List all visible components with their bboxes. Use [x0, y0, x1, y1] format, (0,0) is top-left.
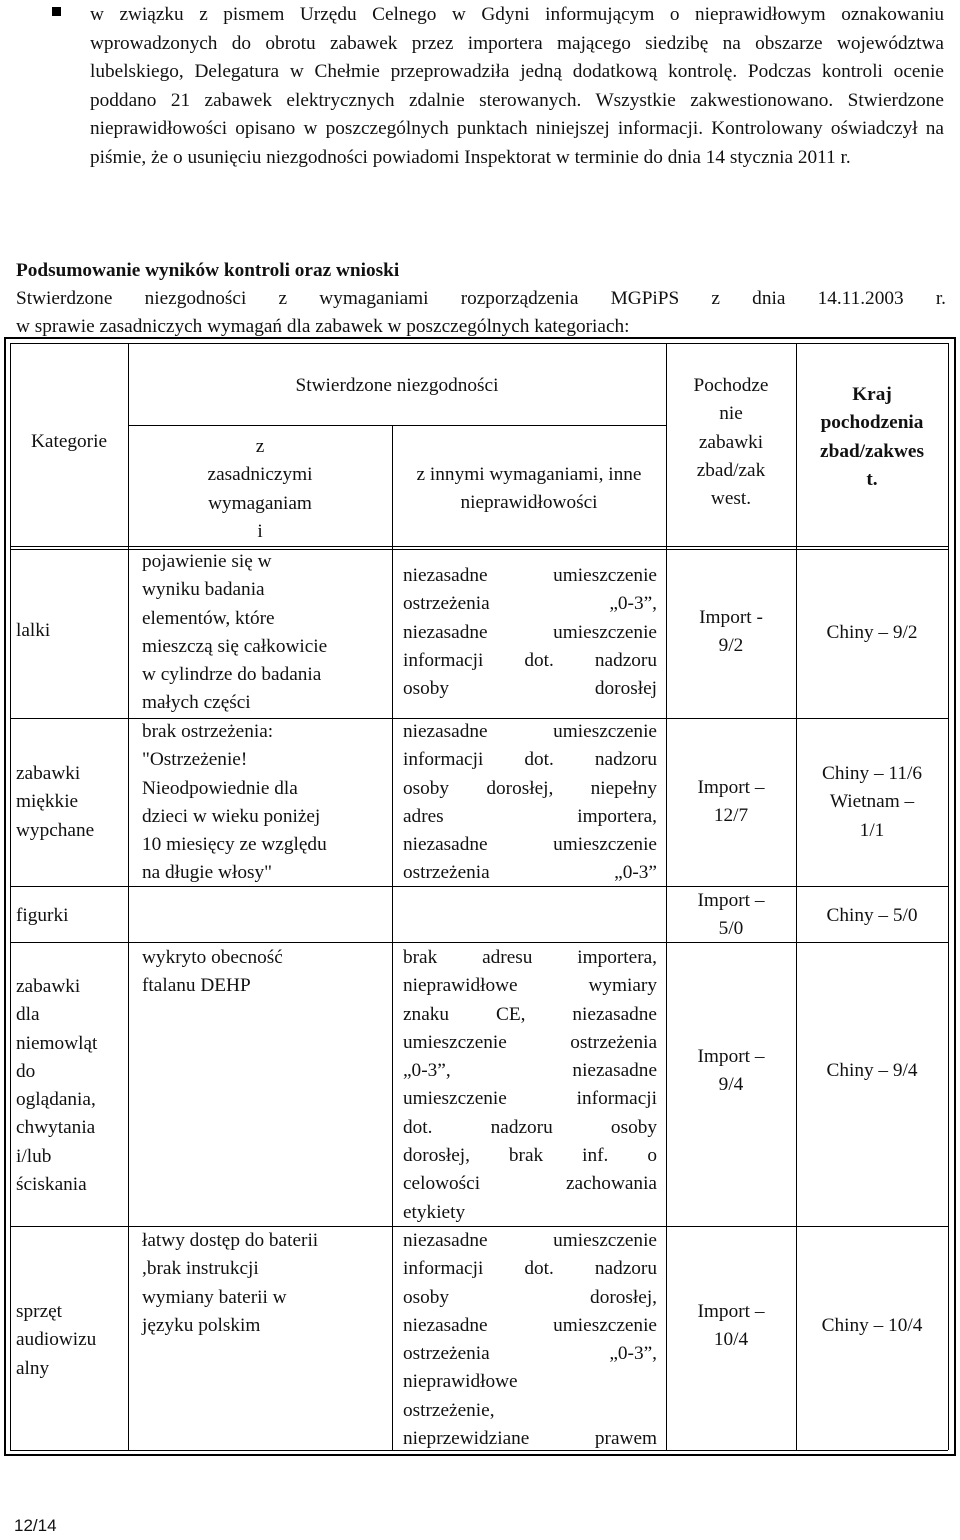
category-cell-line: ściskania: [16, 1174, 87, 1196]
category-cell-line: alny: [16, 1357, 50, 1379]
origin-cell-line: Import –: [697, 777, 765, 798]
header-country-line: Kraj: [852, 384, 892, 405]
other-cell-line: znaku CE, niezasadne: [403, 1003, 657, 1025]
essential-cell-line: pojawienie się w: [142, 551, 272, 572]
other-cell-line: etykiety: [403, 1201, 466, 1223]
origin-cell-line: Import –: [697, 1301, 765, 1322]
essential-cell-line: łatwy dostęp do baterii: [142, 1230, 319, 1251]
category-cell: [16, 902, 124, 930]
other-cell-line: nieprawidłowe wymiary: [403, 975, 657, 997]
other-cell-line: niezasadne umieszczenie: [403, 1230, 657, 1251]
essential-cell-line: wymiany baterii w: [142, 1286, 287, 1308]
origin-cell: [666, 604, 796, 661]
other-cell-line: informacji dot. nadzoru: [403, 649, 657, 671]
summary-heading: Podsumowanie wyników kontroli oraz wnioski: [16, 260, 400, 281]
category-cell-line: niemowląt: [16, 1032, 98, 1054]
page-number: 12/14: [14, 1516, 57, 1535]
category-cell-line: figurki: [16, 905, 69, 926]
essential-cell-line: języku polskim: [142, 1314, 261, 1336]
essential-cell-line: 10 miesięcy ze względu: [142, 834, 327, 856]
other-cell-line: celowości zachowania: [403, 1173, 657, 1195]
other-cell-line: umieszczenie ostrzeżenia: [403, 1031, 657, 1053]
other-cell-line: osoby dorosłej,: [403, 1286, 657, 1308]
intro-list-item: [52, 1, 944, 173]
other-cell-line: ostrzeżenia „0-3”: [403, 862, 657, 884]
other-cell-line: osoby dorosłej, niepełny: [403, 777, 657, 799]
table-border-left: [4, 337, 6, 1456]
category-cell-line: lalki: [16, 620, 51, 641]
other-cell-line: dot. nadzoru osoby: [403, 1116, 657, 1138]
header-essential-line: wymaganiam: [208, 492, 312, 514]
essential-cell-line: brak ostrzeżenia:: [142, 721, 274, 742]
category-cell-line: dla: [16, 1004, 40, 1026]
essential-cell: [142, 944, 388, 1001]
country-cell: [796, 902, 948, 930]
table-border-top: [4, 337, 956, 339]
other-cell-line: umieszczenie informacji: [403, 1088, 657, 1110]
other-cell: [403, 1227, 657, 1453]
origin-cell-line: 9/4: [718, 1074, 744, 1096]
origin-cell-line: 9/2: [718, 635, 744, 657]
header-essential-line: i: [257, 520, 263, 542]
category-cell-line: i/lub: [16, 1145, 52, 1167]
origin-cell-line: Import -: [699, 607, 763, 628]
category-cell-line: audiowizu: [16, 1329, 97, 1351]
other-cell-line: ostrzeżenia „0-3”,: [403, 593, 657, 615]
table-border-right: [954, 337, 956, 1456]
category-cell: [16, 617, 124, 645]
header-origin: [666, 372, 796, 513]
essential-cell: [142, 1227, 388, 1340]
other-cell: [403, 944, 657, 1227]
country-cell: [796, 760, 948, 845]
square-bullet-icon: [52, 7, 61, 16]
category-cell-line: do: [16, 1060, 36, 1082]
other-cell-line: ostrzeżenia „0-3”,: [403, 1343, 657, 1365]
other-cell-line: osoby dorosłej: [403, 678, 657, 700]
header-nonconformities: Stwierdzone niezgodności: [295, 375, 499, 396]
category-cell: [16, 760, 124, 845]
header-origin-line: Pochodze: [693, 375, 769, 396]
origin-cell: [666, 774, 796, 831]
essential-cell-line: elementów, które: [142, 607, 275, 629]
essential-cell-line: ftalanu DEHP: [142, 975, 251, 997]
origin-cell-line: Import –: [697, 890, 765, 911]
country-cell-line: Chiny – 10/4: [821, 1315, 923, 1336]
other-cell-line: informacji dot. nadzoru: [403, 1258, 657, 1280]
header-category: Kategorie: [30, 431, 107, 452]
essential-cell-line: mieszczą się całkowicie: [142, 635, 328, 657]
category-cell-line: oglądania,: [16, 1089, 96, 1111]
other-cell-line: niezasadne umieszczenie: [403, 565, 657, 586]
table-border-bottom: [4, 1454, 956, 1456]
origin-cell-line: 5/0: [718, 918, 744, 940]
essential-cell-line: w cylindrze do badania: [142, 664, 322, 686]
header-origin-line: zabawki: [698, 431, 764, 453]
other-cell-line: ostrzeżenie,: [403, 1399, 495, 1421]
essential-cell-line: ,brak instrukcji: [142, 1258, 259, 1280]
header-essential-line: z: [255, 436, 265, 457]
category-cell: [16, 973, 124, 1199]
other-cell-line: niezasadne umieszczenie: [403, 721, 657, 742]
essential-cell-line: na długie włosy": [142, 862, 272, 884]
origin-cell-line: Import –: [697, 1046, 765, 1067]
essential-cell: [142, 718, 388, 888]
country-cell-line: Wietnam –: [829, 791, 915, 813]
essential-cell-line: małych części: [142, 692, 251, 714]
col-divider-4: [796, 343, 797, 1450]
other-cell-line: nieprzewidziane prawem: [403, 1428, 657, 1450]
essential-cell-line: wykryto obecność: [142, 947, 283, 968]
essential-cell-line: "Ostrzeżenie!: [142, 749, 248, 771]
table-inner-left: [10, 343, 11, 1450]
header-origin-line: zbad/zak: [696, 459, 766, 481]
origin-cell-line: 12/7: [713, 805, 749, 827]
origin-cell-line: 10/4: [713, 1329, 749, 1351]
header-country-line: pochodzenia: [820, 412, 924, 434]
other-cell-line: informacji dot. nadzoru: [403, 749, 657, 771]
other-cell-line: brak adresu importera,: [403, 947, 657, 968]
other-cell-line: nieprawidłowe: [403, 1371, 518, 1393]
category-cell-line: sprzęt: [16, 1301, 63, 1322]
essential-cell-line: dzieci w wieku poniżej: [142, 805, 321, 827]
header-split: [128, 425, 666, 426]
country-cell-line: Chiny – 5/0: [826, 905, 918, 926]
summary-line-2: w sprawie zasadniczych wymagań dla zabawek w poszczególnych kategoriach:: [16, 316, 630, 337]
essential-cell-line: Nieodpowiednie dla: [142, 777, 298, 799]
essential-cell-line: wyniku badania: [142, 579, 265, 601]
country-cell: [796, 619, 948, 647]
category-cell-line: zabawki: [16, 763, 81, 784]
other-cell-line: dorosłej, brak inf. o: [403, 1145, 657, 1167]
header-essential-line: zasadniczymi: [207, 464, 313, 486]
row-divider-3: [10, 942, 948, 943]
table-inner-right: [948, 343, 949, 1450]
other-cell: [403, 718, 657, 888]
origin-cell: [666, 887, 796, 944]
summary-line-1: Stwierdzone niezgodności z wymaganiami rozporządzenia MGPiPS z dnia 14.11.2003 r.: [16, 288, 946, 309]
category-cell-line: miękkie: [16, 791, 79, 813]
origin-cell: [666, 1043, 796, 1100]
header-country-line: t.: [866, 468, 878, 490]
country-cell: [796, 1312, 948, 1340]
header-origin-line: west.: [710, 488, 752, 510]
intro-paragraph: w związku z pismem Urzędu Celnego w Gdyni informującym o nieprawidłowym oznakowaniu wprowadzonych do obrotu zabawek przez importera mającego siedzibę na obszarze województwa lubelskiego, Delegatura w Chełmie przeprowadziła jedną dodatkową kontrolę. Podczas kontroli ocenie poddano 21 zabawek elektrycznych zdalnie sterowanych. Wszystkie zakwestionowano. Stwierdzone nieprawidłowości opisano w poszczególnych punktach niniejszej informacji. Kontrolowany oświadczył na piśmie, że o usunięciu niezgodności powiadomi Inspektorat w terminie do dnia 14 stycznia 2011 r.: [90, 4, 944, 168]
country-cell-line: Chiny – 9/2: [826, 622, 918, 643]
other-cell-line: niezasadne umieszczenie: [403, 621, 657, 643]
origin-cell: [666, 1298, 796, 1355]
header-country-line: zbad/zakwes: [820, 440, 924, 462]
table-inner-top: [10, 343, 948, 344]
other-cell: [403, 562, 657, 703]
country-cell-line: Chiny – 11/6: [822, 763, 922, 784]
other-cell-line: „0-3”, niezasadne: [403, 1060, 657, 1082]
essential-cell: [142, 548, 388, 718]
col-divider-2: [392, 425, 393, 1450]
category-cell: [16, 1298, 124, 1383]
header-essential: [128, 433, 392, 546]
category-cell-line: chwytania: [16, 1117, 96, 1139]
summary-section: [16, 257, 946, 341]
category-cell-line: zabawki: [16, 976, 81, 997]
other-cell-line: adres importera,: [403, 805, 657, 827]
country-cell: [796, 1057, 948, 1085]
other-cell-line: niezasadne umieszczenie: [403, 834, 657, 856]
header-country: [796, 381, 948, 494]
header-other: z innymi wymaganiami, inne nieprawidłowości: [416, 464, 642, 514]
country-cell-line: Chiny – 9/4: [826, 1060, 918, 1081]
other-cell-line: niezasadne umieszczenie: [403, 1314, 657, 1336]
category-cell-line: wypchane: [16, 819, 95, 841]
header-origin-line: nie: [719, 403, 743, 425]
country-cell-line: 1/1: [859, 819, 885, 841]
